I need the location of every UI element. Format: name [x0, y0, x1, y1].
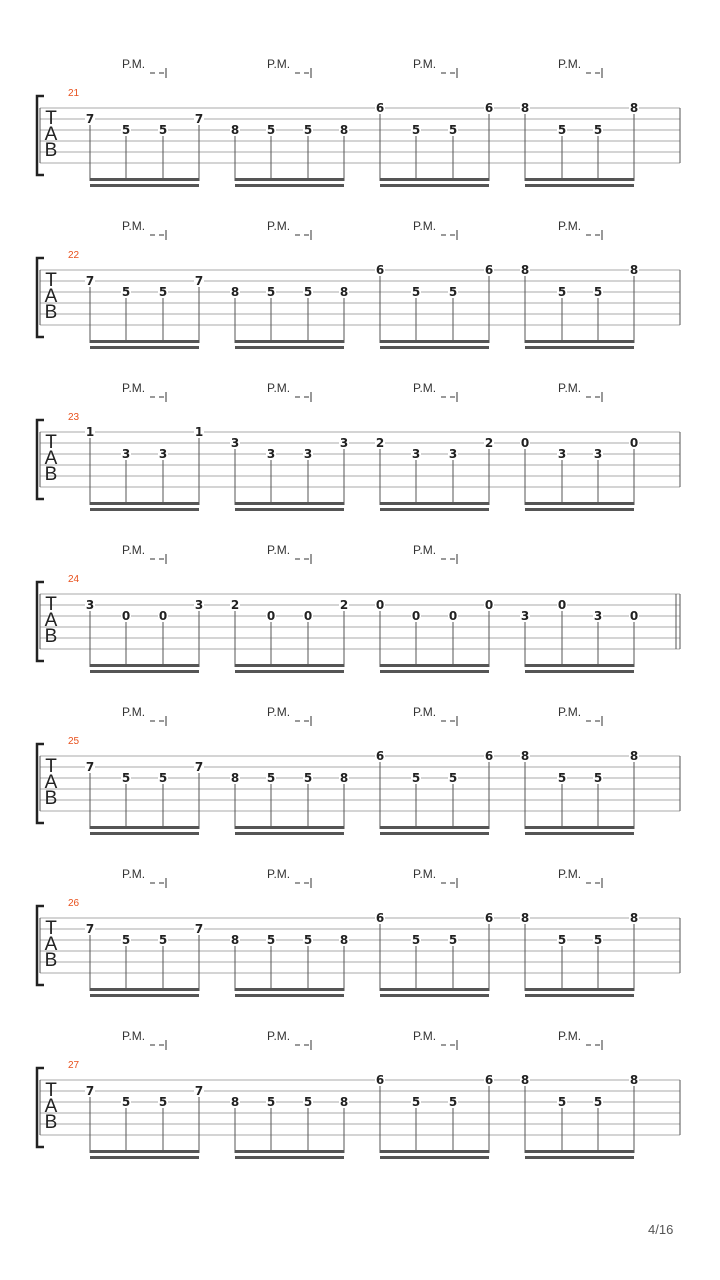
fret-number: 6 — [375, 749, 385, 763]
fret-number: 5 — [121, 933, 131, 947]
palm-mute-label: P.M. — [413, 705, 437, 719]
measure-number: 23 — [68, 412, 80, 423]
fret-number: 1 — [194, 425, 204, 439]
beam-secondary — [90, 346, 199, 349]
fret-number: 6 — [484, 911, 494, 925]
fret-number: 6 — [375, 911, 385, 925]
beam-primary — [380, 826, 489, 829]
beam-secondary — [90, 508, 199, 511]
tab-system-26 — [37, 867, 680, 997]
tab-clef-letter: B — [44, 1112, 58, 1133]
fret-number: 5 — [266, 1095, 276, 1109]
measure-number: 22 — [68, 250, 80, 261]
fret-number: 3 — [593, 447, 603, 461]
palm-mute-label: P.M. — [122, 543, 146, 557]
beam-primary — [525, 178, 634, 181]
tab-clef-letter: A — [44, 448, 58, 469]
beam-primary — [90, 178, 199, 181]
beam-primary — [235, 664, 344, 667]
palm-mute-label: P.M. — [267, 57, 291, 71]
fret-number: 2 — [375, 436, 385, 450]
tab-clef-letter: A — [44, 124, 58, 145]
fret-number: 5 — [158, 123, 168, 137]
tab-system-21 — [37, 57, 680, 187]
palm-mute-label: P.M. — [558, 57, 582, 71]
tab-clef-letter: B — [44, 788, 58, 809]
beam-primary — [235, 988, 344, 991]
fret-number: 7 — [194, 922, 204, 936]
fret-number: 8 — [339, 123, 349, 137]
fret-number: 5 — [411, 123, 421, 137]
fret-number: 3 — [194, 598, 204, 612]
beam-secondary — [235, 670, 344, 673]
beam-secondary — [525, 670, 634, 673]
tab-clef-letter: B — [44, 626, 58, 647]
palm-mute-label: P.M. — [122, 867, 146, 881]
fret-number: 7 — [194, 112, 204, 126]
beam-primary — [525, 826, 634, 829]
fret-number: 3 — [448, 447, 458, 461]
beam-secondary — [380, 184, 489, 187]
palm-mute-label: P.M. — [267, 867, 291, 881]
beam-secondary — [90, 184, 199, 187]
beam-secondary — [90, 670, 199, 673]
fret-number: 8 — [520, 263, 530, 277]
beam-primary — [525, 988, 634, 991]
fret-number: 3 — [85, 598, 95, 612]
beam-secondary — [525, 346, 634, 349]
fret-number: 7 — [85, 112, 95, 126]
fret-number: 8 — [230, 1095, 240, 1109]
palm-mute-label: P.M. — [267, 219, 291, 233]
fret-number: 5 — [557, 123, 567, 137]
fret-number: 5 — [593, 285, 603, 299]
tab-clef-letter: T — [45, 594, 57, 615]
fret-number: 5 — [448, 1095, 458, 1109]
beam-secondary — [525, 1156, 634, 1159]
fret-number: 5 — [411, 285, 421, 299]
fret-number: 8 — [230, 285, 240, 299]
tab-clef-letter: T — [45, 918, 57, 939]
palm-mute-label: P.M. — [122, 219, 146, 233]
beam-secondary — [90, 832, 199, 835]
fret-number: 0 — [557, 598, 567, 612]
fret-number: 3 — [266, 447, 276, 461]
fret-number: 3 — [158, 447, 168, 461]
palm-mute-label: P.M. — [558, 381, 582, 395]
tab-clef-letter: B — [44, 950, 58, 971]
beam-primary — [235, 178, 344, 181]
fret-number: 0 — [266, 609, 276, 623]
fret-number: 6 — [484, 749, 494, 763]
fret-number: 2 — [484, 436, 494, 450]
fret-number: 5 — [158, 1095, 168, 1109]
fret-number: 8 — [230, 933, 240, 947]
measure-number: 24 — [68, 574, 80, 585]
beam-primary — [90, 1150, 199, 1153]
palm-mute-label: P.M. — [558, 219, 582, 233]
tab-clef-letter: A — [44, 772, 58, 793]
beam-primary — [90, 988, 199, 991]
fret-number: 5 — [411, 1095, 421, 1109]
beam-secondary — [235, 832, 344, 835]
fret-number: 5 — [557, 285, 567, 299]
fret-number: 8 — [520, 1073, 530, 1087]
tab-system-22 — [37, 219, 680, 349]
beam-primary — [90, 340, 199, 343]
fret-number: 6 — [375, 101, 385, 115]
fret-number: 3 — [303, 447, 313, 461]
fret-number: 0 — [158, 609, 168, 623]
fret-number: 1 — [85, 425, 95, 439]
beam-secondary — [90, 1156, 199, 1159]
fret-number: 5 — [158, 933, 168, 947]
fret-number: 0 — [629, 609, 639, 623]
tab-clef-letter: T — [45, 432, 57, 453]
beam-primary — [90, 502, 199, 505]
fret-number: 8 — [520, 749, 530, 763]
fret-number: 5 — [448, 933, 458, 947]
fret-number: 5 — [121, 123, 131, 137]
fret-number: 3 — [557, 447, 567, 461]
palm-mute-label: P.M. — [413, 57, 437, 71]
palm-mute-label: P.M. — [267, 381, 291, 395]
tab-clef-letter: B — [44, 302, 58, 323]
tab-clef-letter: A — [44, 1096, 58, 1117]
fret-number: 5 — [266, 933, 276, 947]
beam-secondary — [380, 508, 489, 511]
measure-number: 25 — [68, 736, 80, 747]
fret-number: 5 — [121, 771, 131, 785]
fret-number: 5 — [303, 771, 313, 785]
palm-mute-label: P.M. — [558, 1029, 582, 1043]
beam-primary — [235, 1150, 344, 1153]
fret-number: 3 — [520, 609, 530, 623]
palm-mute-label: P.M. — [558, 867, 582, 881]
fret-number: 6 — [375, 263, 385, 277]
palm-mute-label: P.M. — [122, 381, 146, 395]
fret-number: 7 — [85, 760, 95, 774]
tab-clef-letter: A — [44, 934, 58, 955]
fret-number: 5 — [303, 933, 313, 947]
beam-primary — [90, 664, 199, 667]
beam-secondary — [235, 346, 344, 349]
palm-mute-label: P.M. — [122, 705, 146, 719]
fret-number: 5 — [411, 771, 421, 785]
fret-number: 5 — [557, 933, 567, 947]
fret-number: 5 — [303, 285, 313, 299]
fret-number: 0 — [121, 609, 131, 623]
beam-primary — [235, 340, 344, 343]
beam-primary — [235, 826, 344, 829]
palm-mute-label: P.M. — [413, 867, 437, 881]
fret-number: 8 — [629, 101, 639, 115]
beam-secondary — [235, 1156, 344, 1159]
measure-number: 26 — [68, 898, 80, 909]
fret-number: 5 — [303, 1095, 313, 1109]
fret-number: 6 — [484, 263, 494, 277]
fret-number: 8 — [629, 911, 639, 925]
fret-number: 0 — [484, 598, 494, 612]
fret-number: 8 — [629, 263, 639, 277]
fret-number: 5 — [448, 771, 458, 785]
beam-secondary — [235, 184, 344, 187]
fret-number: 6 — [484, 1073, 494, 1087]
fret-number: 0 — [375, 598, 385, 612]
beam-primary — [525, 664, 634, 667]
fret-number: 7 — [85, 1084, 95, 1098]
fret-number: 3 — [230, 436, 240, 450]
beam-primary — [525, 1150, 634, 1153]
fret-number: 8 — [629, 749, 639, 763]
fret-number: 5 — [266, 123, 276, 137]
beam-secondary — [380, 1156, 489, 1159]
beam-primary — [525, 502, 634, 505]
beam-secondary — [525, 184, 634, 187]
fret-number: 3 — [121, 447, 131, 461]
tab-clef-letter: A — [44, 286, 58, 307]
measure-number: 21 — [68, 88, 80, 99]
beam-secondary — [90, 994, 199, 997]
fret-number: 7 — [85, 274, 95, 288]
palm-mute-label: P.M. — [122, 1029, 146, 1043]
tab-clef-letter: A — [44, 610, 58, 631]
tab-clef-letter: B — [44, 464, 58, 485]
fret-number: 5 — [557, 1095, 567, 1109]
tab-system-27 — [37, 1029, 680, 1159]
fret-number: 5 — [266, 771, 276, 785]
beam-secondary — [380, 832, 489, 835]
palm-mute-label: P.M. — [558, 705, 582, 719]
measure-number: 27 — [68, 1060, 80, 1071]
beam-primary — [525, 340, 634, 343]
palm-mute-label: P.M. — [413, 543, 437, 557]
palm-mute-label: P.M. — [122, 57, 146, 71]
beam-secondary — [525, 832, 634, 835]
fret-number: 8 — [339, 771, 349, 785]
fret-number: 7 — [194, 274, 204, 288]
beam-secondary — [525, 994, 634, 997]
fret-number: 5 — [121, 1095, 131, 1109]
beam-primary — [380, 502, 489, 505]
fret-number: 3 — [593, 609, 603, 623]
fret-number: 8 — [339, 933, 349, 947]
fret-number: 0 — [629, 436, 639, 450]
fret-number: 5 — [158, 285, 168, 299]
tab-clef-letter: B — [44, 140, 58, 161]
fret-number: 8 — [339, 1095, 349, 1109]
page-number: 4/16 — [648, 1222, 674, 1237]
fret-number: 8 — [230, 771, 240, 785]
tab-system-25 — [37, 705, 680, 835]
fret-number: 7 — [194, 760, 204, 774]
palm-mute-label: P.M. — [413, 381, 437, 395]
fret-number: 7 — [194, 1084, 204, 1098]
palm-mute-label: P.M. — [267, 1029, 291, 1043]
fret-number: 8 — [230, 123, 240, 137]
fret-number: 3 — [411, 447, 421, 461]
fret-number: 5 — [158, 771, 168, 785]
beam-primary — [380, 988, 489, 991]
fret-number: 5 — [266, 285, 276, 299]
palm-mute-label: P.M. — [413, 219, 437, 233]
fret-number: 8 — [629, 1073, 639, 1087]
fret-number: 5 — [121, 285, 131, 299]
fret-number: 2 — [230, 598, 240, 612]
fret-number: 6 — [375, 1073, 385, 1087]
palm-mute-label: P.M. — [267, 543, 291, 557]
beam-secondary — [380, 346, 489, 349]
fret-number: 0 — [303, 609, 313, 623]
beam-primary — [380, 1150, 489, 1153]
palm-mute-label: P.M. — [413, 1029, 437, 1043]
fret-number: 5 — [593, 1095, 603, 1109]
beam-primary — [90, 826, 199, 829]
fret-number: 3 — [339, 436, 349, 450]
beam-secondary — [235, 508, 344, 511]
fret-number: 8 — [339, 285, 349, 299]
tab-clef-letter: T — [45, 270, 57, 291]
fret-number: 5 — [448, 123, 458, 137]
beam-secondary — [235, 994, 344, 997]
fret-number: 5 — [593, 933, 603, 947]
tab-system-23 — [37, 381, 680, 511]
fret-number: 0 — [411, 609, 421, 623]
fret-number: 6 — [484, 101, 494, 115]
tab-clef-letter: T — [45, 1080, 57, 1101]
tab-system-24 — [37, 543, 680, 673]
beam-secondary — [380, 670, 489, 673]
fret-number: 0 — [520, 436, 530, 450]
fret-number: 2 — [339, 598, 349, 612]
fret-number: 5 — [593, 771, 603, 785]
fret-number: 5 — [593, 123, 603, 137]
fret-number: 5 — [303, 123, 313, 137]
tab-clef-letter: T — [45, 108, 57, 129]
beam-primary — [380, 664, 489, 667]
beam-secondary — [525, 508, 634, 511]
fret-number: 8 — [520, 911, 530, 925]
fret-number: 7 — [85, 922, 95, 936]
beam-primary — [380, 178, 489, 181]
beam-secondary — [380, 994, 489, 997]
tab-clef-letter: T — [45, 756, 57, 777]
fret-number: 5 — [557, 771, 567, 785]
beam-primary — [380, 340, 489, 343]
fret-number: 8 — [520, 101, 530, 115]
fret-number: 5 — [448, 285, 458, 299]
fret-number: 5 — [411, 933, 421, 947]
fret-number: 0 — [448, 609, 458, 623]
palm-mute-label: P.M. — [267, 705, 291, 719]
beam-primary — [235, 502, 344, 505]
